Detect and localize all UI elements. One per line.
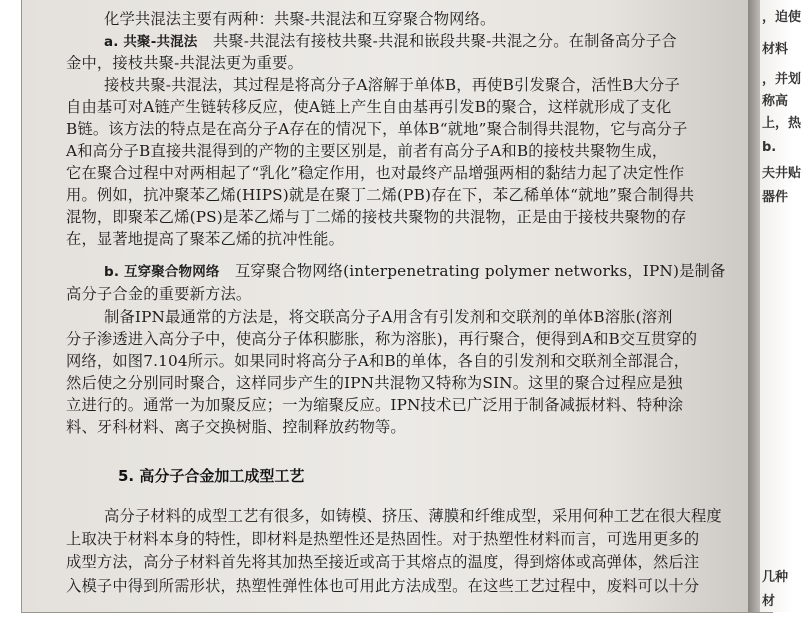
text-line [104, 74, 680, 96]
adjacent-page-fragment: 材料 [762, 42, 789, 57]
line-text: 共聚-共混法有接枝共聚-共混和嵌段共聚-共混之分。在制备高分子合 [212, 32, 677, 50]
text-line [66, 184, 694, 206]
line-text: 接枝共聚-共混法，其过程是将高分子A溶解于单体B，再使B引发聚合，活性B大分子 [104, 76, 680, 94]
text-line [66, 575, 699, 597]
adjacent-page-edge [760, 0, 801, 612]
text-line [66, 228, 344, 250]
adjacent-page-fragment: ，并划 [762, 72, 801, 87]
adjacent-page-fragment: 称高 [762, 94, 789, 109]
text-line [104, 8, 496, 30]
line-text: B链。该方法的特点是在高分子A存在的情况下，单体B“就地”聚合制得共混物，它与高分子 [66, 120, 688, 138]
subsection-label: a. 共聚-共混法 [104, 34, 198, 50]
line-text: 成型方法，高分子材料首先将其加热至接近或高于其熔点的温度，得到熔体或高弹体，然后注 [66, 553, 700, 571]
line-text: 网络，如图7.104所示。如果同时将高分子A和B的单体，各自的引发剂和交联剂全部混合， [66, 352, 690, 370]
line-text: 入模子中得到所需形状，热塑性弹性体也可用此方法成型。在这些工艺过程中，废料可以十分 [66, 577, 700, 595]
text-line [66, 140, 667, 162]
line-text: 在，显著地提高了聚苯乙烯的抗冲性能。 [66, 230, 345, 248]
section-heading: 5. 高分子合金加工成型工艺 [118, 467, 305, 485]
text-line [66, 416, 406, 438]
text-line [66, 96, 671, 118]
line-text: 制备IPN最通常的方法是，将交联高分子A用含有引发剂和交联剂的单体B溶胀(溶剂 [104, 308, 673, 326]
text-line [66, 372, 683, 394]
text-line [66, 328, 697, 350]
adjacent-page-fragment: 夫井贴 [762, 166, 801, 181]
line-text: 然后使之分别同时聚合，这样同步产生的IPN共混物又特称为SIN。这里的聚合过程应是独 [66, 374, 683, 392]
scanned-page-photo [21, 0, 801, 613]
line-text: 混物，即聚苯乙烯(PS)是苯乙烯与丁二烯的接枝共聚物的共混物，正是由于接枝共聚物的存 [66, 208, 687, 226]
line-text: 高分子合金的重要新方法。 [66, 285, 252, 303]
line-text: 互穿聚合物网络(interpenetrating polymer networks，IPN)是制备 [234, 262, 726, 280]
line-text: 上取决于材料本身的特性，即材料是热塑性还是热固性。对于热塑性材料而言，可选用更多的 [66, 530, 700, 548]
line-text: 自由基可对A链产生链转移反应，使A链上产生自由基再引发B的聚合，这样就形成了支化 [66, 98, 672, 116]
line-text: 用。例如，抗冲聚苯乙烯(HIPS)就是在聚丁二烯(PB)存在下，苯乙稀单体“就地”聚合制得共 [66, 186, 695, 204]
adjacent-page-fragment: 器件 [762, 190, 789, 205]
adjacent-page-fragment: 上，热 [762, 116, 801, 131]
text-line [66, 162, 684, 184]
line-text: 分子渗透进入高分子中，使高分子体积膨胀，称为溶胀)，再行聚合，便得到A和B交互贯穿的 [66, 330, 698, 348]
text-line [104, 306, 673, 328]
line-text: 它在聚合过程中对两相起了“乳化”稳定作用，也对最终产品增强两相的黏结力起了决定性作 [66, 164, 685, 182]
adjacent-page-fragment: b. [762, 140, 777, 155]
text-line [104, 260, 725, 283]
text-line [66, 551, 699, 573]
text-line [66, 283, 251, 305]
line-text: A和高分子B直接共混得到的产物的主要区别是，前者有高分子A和B的接枝共聚物生成， [66, 142, 668, 160]
adjacent-page-fragment: 几种 [762, 570, 789, 585]
text-line [66, 118, 687, 140]
adjacent-page-fragment: 材 [762, 594, 776, 609]
text-line [66, 350, 689, 372]
line-text: 金中，接枝共聚-共混法更为重要。 [66, 54, 304, 72]
text-line [104, 30, 677, 53]
line-text: 料、牙科材料、离子交换树脂、控制释放药物等。 [66, 418, 406, 436]
text-line [66, 206, 686, 228]
line-text: 立进行的。通常一为加聚反应；一为缩聚反应。IPN技术已广泛用于制备减振材料、特种涂 [66, 396, 684, 414]
text-line [104, 505, 722, 527]
line-text: 化学共混法主要有两种：共聚-共混法和互穿聚合物网络。 [104, 10, 496, 28]
text-line [66, 528, 699, 550]
subsection-label: b. 互穿聚合物网络 [104, 264, 220, 280]
text-line [66, 394, 683, 416]
text-line [66, 52, 303, 74]
adjacent-page-fragment: ，迫使 [762, 10, 801, 25]
line-text: 高分子材料的成型工艺有很多，如铸模、挤压、薄膜和纤维成型，采用何种工艺在很大程度 [104, 507, 722, 525]
